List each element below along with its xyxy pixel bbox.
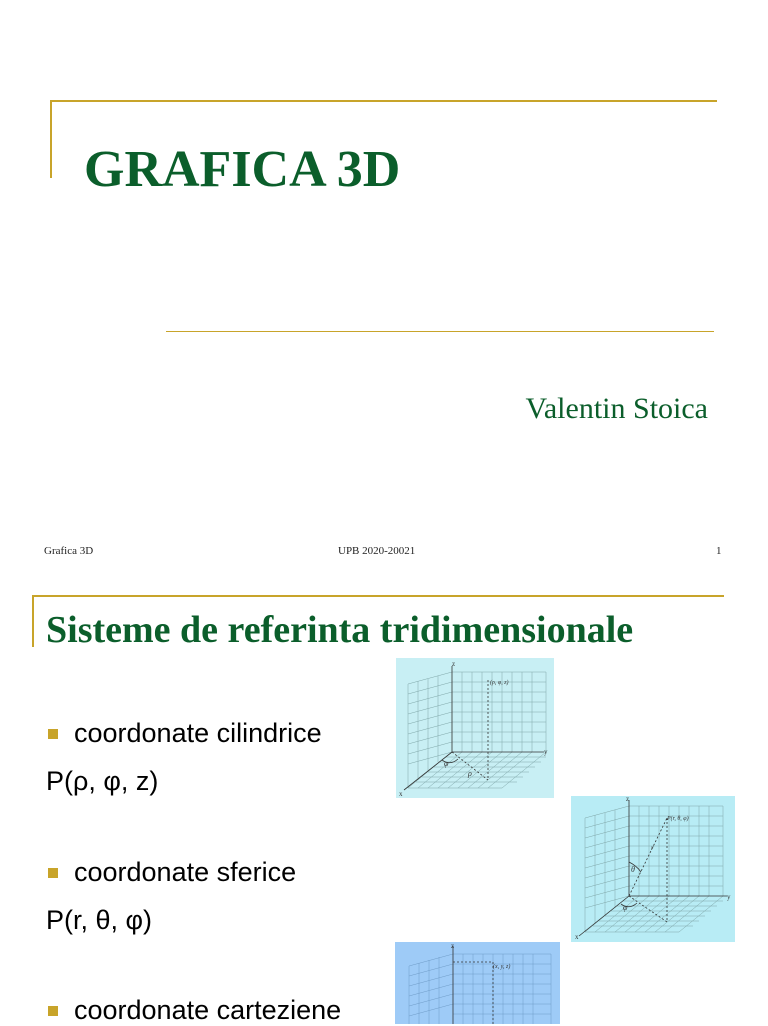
axis-z-label: z [451,942,455,950]
formula-spherical: P(r, θ, φ) [46,905,153,935]
footer-left: Grafica 3D [44,545,94,557]
formula-cylindrical: P(ρ, φ, z) [46,766,159,796]
slide-title: GRAFICA 3D [84,141,401,198]
point-label: (x, y, z) [493,964,511,970]
slide-title: Sisteme de referinta tridimensionale [46,609,634,651]
phi-label: φ [444,759,449,768]
rho-label: ρ [468,769,472,778]
axis-y-label: y [544,748,548,756]
top-rule [32,595,724,597]
phi-label: φ [623,903,628,912]
bullet-cartesian [48,995,341,1026]
theta-label: θ [631,865,635,874]
footer-center: UPB 2020-20021 [338,545,416,557]
axis-z-label: z [452,660,456,668]
diagram-background [571,796,735,942]
bullet-square-icon [48,1006,58,1016]
author-name: Valentin Stoica [525,392,708,425]
left-rule [50,100,52,178]
bullet-text: coordonate cilindrice [74,718,322,748]
cartesian-coordinates-diagram [395,942,560,1024]
cylindrical-coordinates-diagram [396,658,554,798]
axis-x-label: x [575,933,579,941]
bullet-spherical [48,857,296,888]
axis-y-label: y [727,893,731,901]
bullet-cylindrical [48,718,322,749]
spherical-coordinates-diagram [571,796,735,942]
axis-x-label: x [399,790,403,798]
left-rule [32,595,34,647]
bullet-square-icon [48,868,58,878]
bullet-text: coordonate carteziene [74,995,342,1025]
footer-page-number: 1 [716,545,722,557]
r-label: r [651,844,654,852]
content-slide [0,590,768,1024]
axis-z-label: z [626,796,630,803]
point-label: P(r, θ, φ) [667,816,689,822]
bullet-square-icon [48,729,58,739]
point-label: (ρ, φ, z) [490,680,509,686]
top-rule [50,100,717,102]
bullet-text: coordonate sferice [74,857,297,887]
mid-rule [166,331,714,332]
